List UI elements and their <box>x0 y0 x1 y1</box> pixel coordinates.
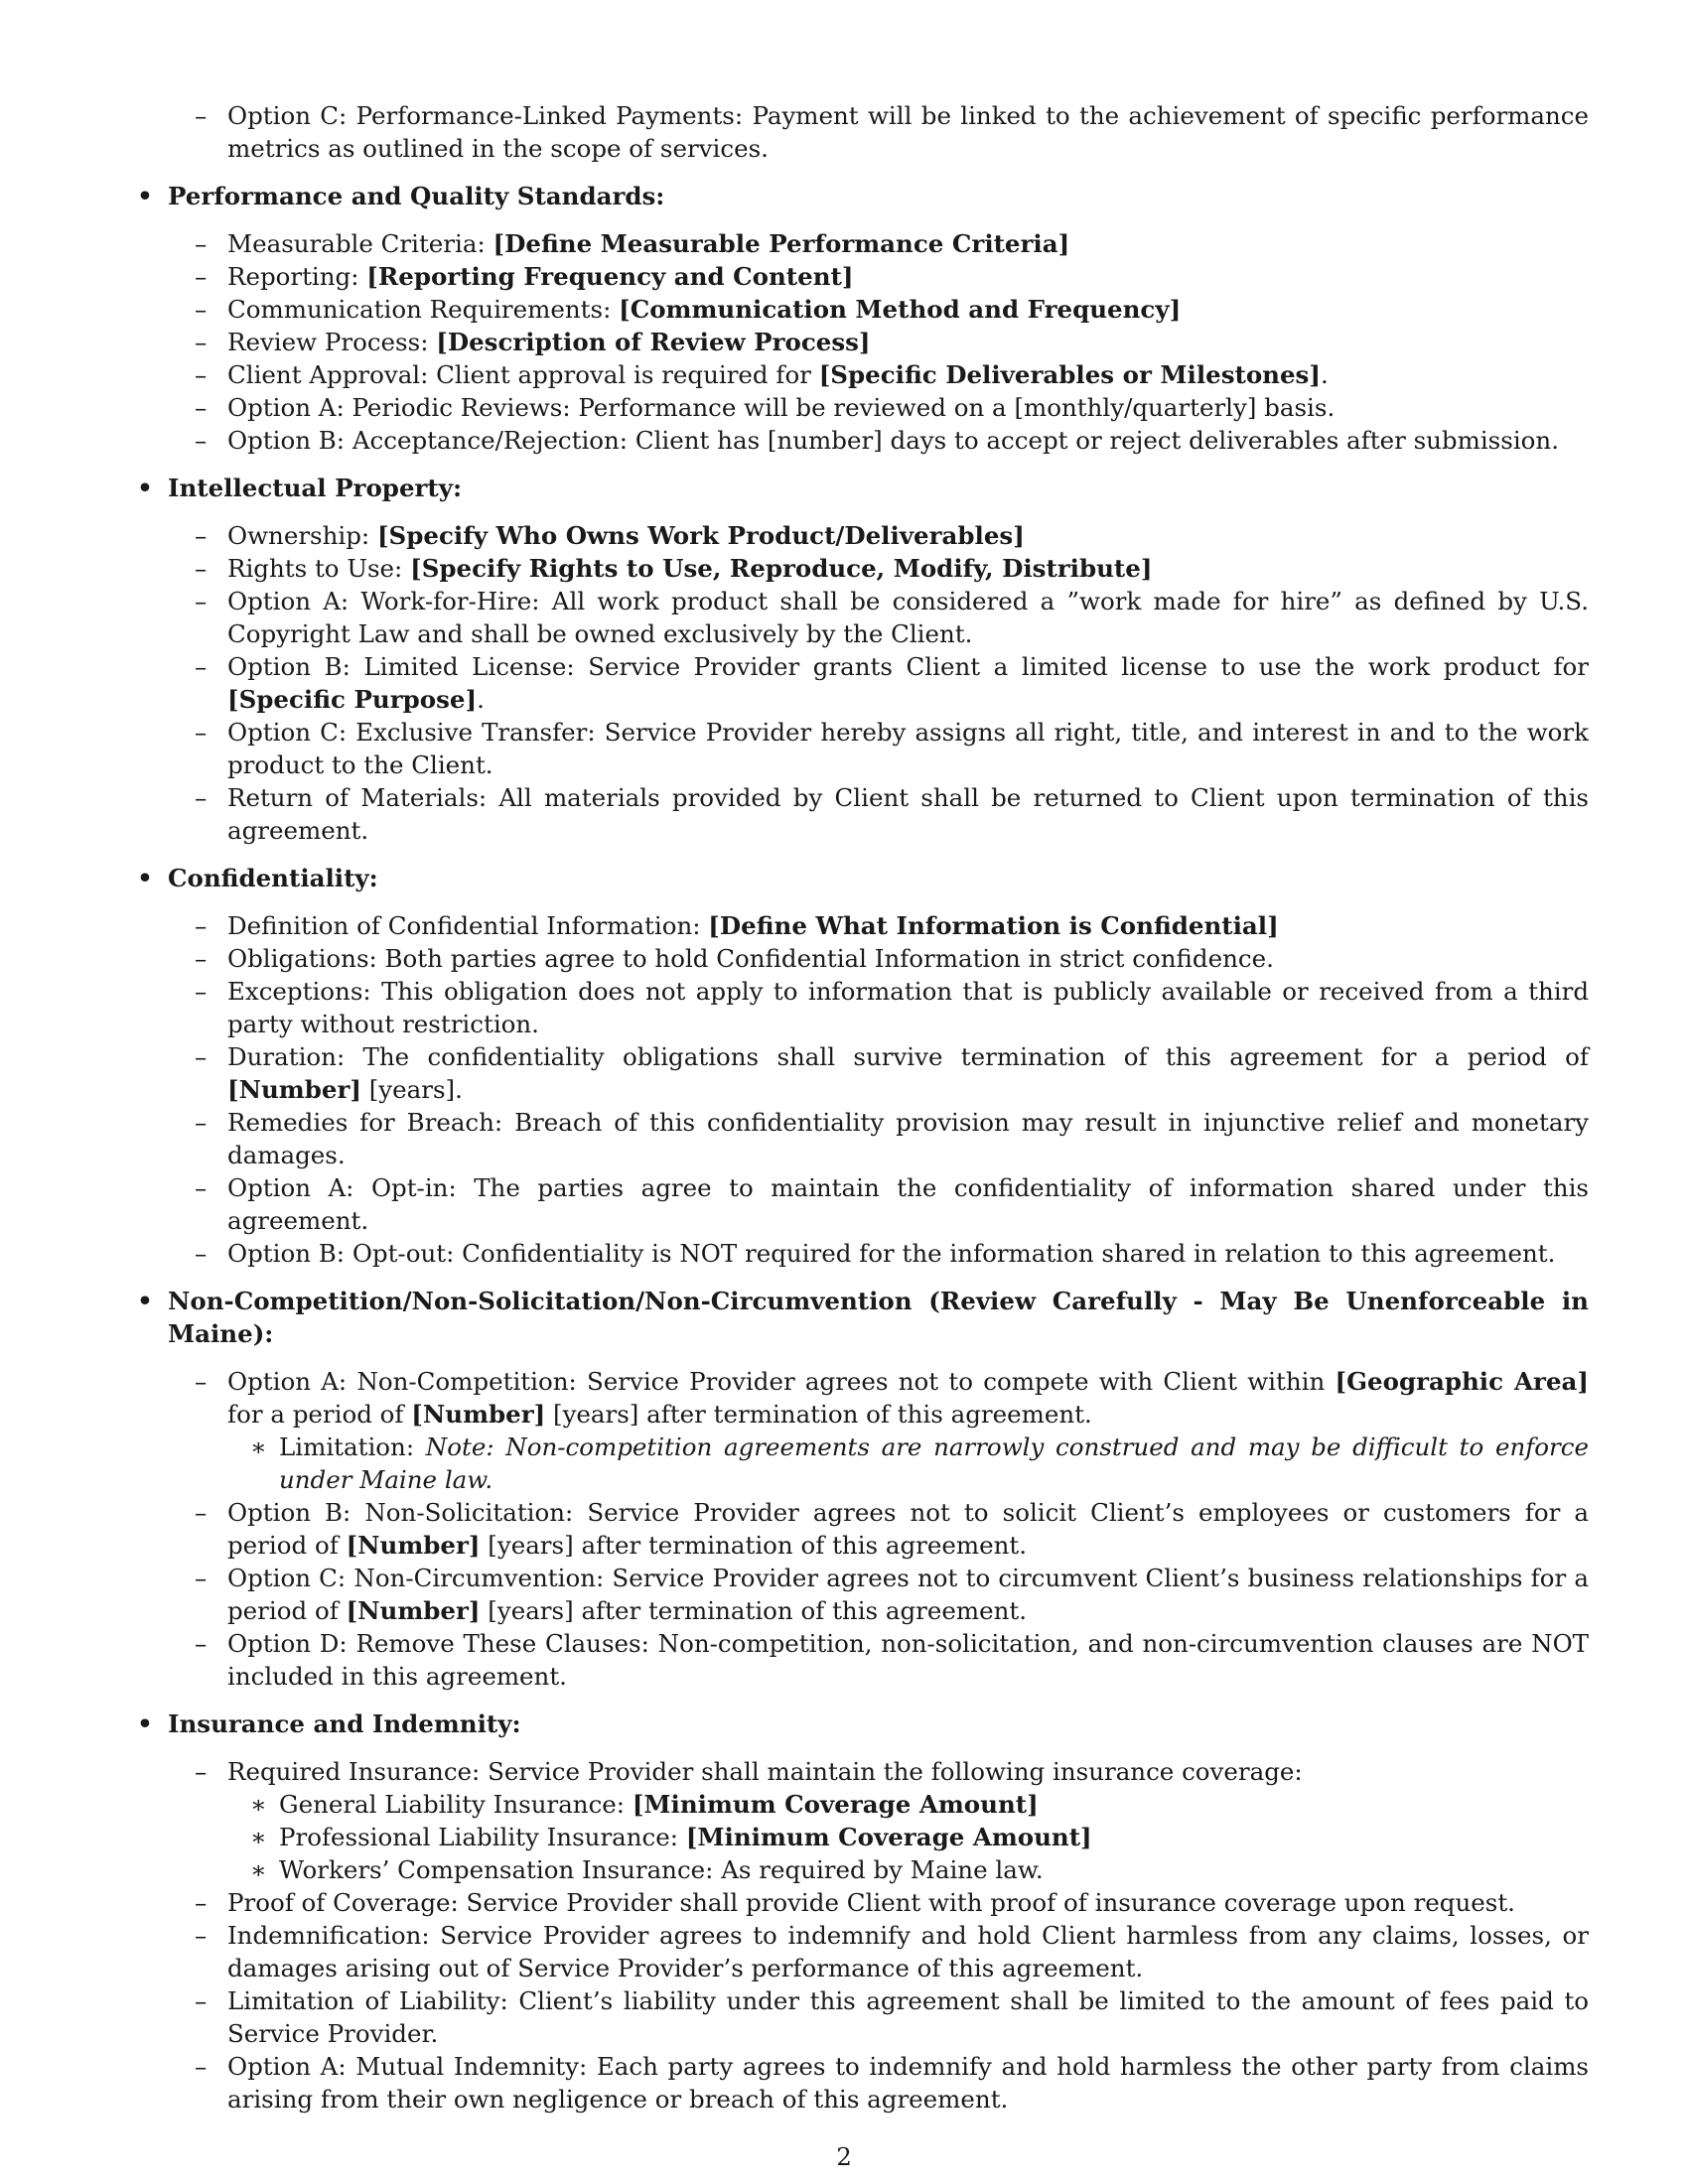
list-item <box>135 260 1589 293</box>
section-heading-text: Insurance and Indemnity: <box>168 1709 521 1738</box>
list-item <box>135 293 1589 326</box>
asterisk-bullet-icon: ∗ <box>250 1433 267 1461</box>
item-text: Proof of Coverage: Service Provider shall provide Client with proof of insurance coverage upon request. <box>227 1888 1515 1917</box>
dash-bullet-icon: – <box>195 2052 208 2081</box>
item-text: Remedies for Breach: Breach of this confidentiality provision may result in injunctive relief and monetary damages. <box>227 1108 1589 1169</box>
bullet-icon: • <box>137 182 153 210</box>
dash-bullet-icon: – <box>195 587 208 615</box>
item-text: Option A: Mutual Indemnity: Each party agrees to indemnify and hold harmless the other party from claims arising from their own negligence or breach of this agreement. <box>227 2052 1589 2114</box>
item-text: Definition of Confidential Information: <box>227 911 709 940</box>
item-text: Option C: Exclusive Transfer: Service Provider hereby assigns all right, title, and interest in and to the work product to the Client. <box>227 718 1589 779</box>
list-item <box>135 1562 1589 1627</box>
item-text: Obligations: Both parties agree to hold Confidential Information in strict confidence. <box>227 944 1274 973</box>
dash-bullet-icon: – <box>195 1986 208 2015</box>
asterisk-bullet-icon: ∗ <box>250 1790 267 1819</box>
item-text: Limitation: <box>279 1433 426 1461</box>
list-item <box>135 781 1589 847</box>
section-heading-text: Performance and Quality Standards: <box>168 182 665 210</box>
list-item <box>135 1755 1589 1886</box>
item-text: Option A: Non-Competition: Service Provider agrees not to compete with Client within <box>227 1367 1336 1396</box>
list-item <box>135 99 1589 165</box>
item-text: Indemnification: Service Provider agrees to indemnify and hold Client harmless from any claims, losses, or damages arising out of Service Provider’s performance of this agreement. <box>227 1921 1589 1982</box>
list-item <box>135 1886 1589 1919</box>
item-text: Return of Materials: All materials provided by Client shall be returned to Client upon termination of this agreement. <box>227 783 1589 845</box>
dash-bullet-icon: – <box>195 783 208 812</box>
list-item <box>135 1496 1589 1562</box>
item-text: Client Approval: Client approval is required for <box>227 360 819 389</box>
dash-bullet-icon: – <box>195 295 208 324</box>
section-heading <box>135 472 1589 504</box>
list-item <box>135 326 1589 358</box>
item-text: Duration: The confidentiality obligations shall survive termination of this agreement for a period of <box>227 1042 1589 1071</box>
section-heading <box>135 180 1589 212</box>
list-item <box>135 942 1589 975</box>
bullet-icon: • <box>137 1287 153 1315</box>
item-text: Option A: Opt-in: The parties agree to maintain the confidentiality of information shared under this agreement. <box>227 1173 1589 1235</box>
placeholder-text: [Number] <box>227 1075 361 1104</box>
item-text: . <box>1320 360 1329 389</box>
dash-bullet-icon: – <box>195 262 208 291</box>
item-text: Option A: Work-for-Hire: All work product shall be considered a ”work made for hire” as defined by U.S. Copyright Law and shall be owned exclusively by the Client. <box>227 587 1589 648</box>
placeholder-text: [Reporting Frequency and Content] <box>366 262 854 291</box>
placeholder-text: [Geographic Area] <box>1335 1367 1589 1396</box>
placeholder-text: [Description of Review Process] <box>436 328 871 356</box>
item-text: Communication Requirements: <box>227 295 620 324</box>
asterisk-bullet-icon: ∗ <box>250 1823 267 1851</box>
bullet-icon: • <box>137 474 153 502</box>
placeholder-text: [Communication Method and Frequency] <box>619 295 1182 324</box>
item-text: Limitation of Liability: Client’s liability under this agreement shall be limited to the amount of fees paid to Service Provider. <box>227 1986 1589 2048</box>
list-item <box>135 227 1589 260</box>
item-text: Option B: Limited License: Service Provider grants Client a limited license to use the work product for <box>227 652 1589 681</box>
dash-bullet-icon: – <box>195 718 208 747</box>
item-text: for a period of <box>227 1400 412 1429</box>
list-item <box>135 1237 1589 1270</box>
dash-bullet-icon: – <box>195 1757 208 1786</box>
list-item <box>135 519 1589 552</box>
list-item <box>135 1365 1589 1496</box>
dash-bullet-icon: – <box>195 1888 208 1917</box>
item-text: Option B: Opt-out: Confidentiality is NOT required for the information shared in relation to this agreement. <box>227 1239 1556 1268</box>
item-text: Option B: Non-Solicitation: Service Provider agrees not to solicit Client’s employees or customers for a period of <box>227 1498 1589 1560</box>
document-body <box>135 99 1589 2130</box>
sub-list-item <box>227 1821 1589 1853</box>
sub-list-item <box>227 1431 1589 1496</box>
item-text: Payment will be linked to the achievement of specific performance metrics as outlined in the scope of services. <box>227 101 1589 163</box>
dash-bullet-icon: – <box>195 1108 208 1137</box>
page-number: 2 <box>836 2142 852 2171</box>
item-text: General Liability Insurance: <box>279 1790 633 1819</box>
placeholder-text: [Minimum Coverage Amount] <box>685 1823 1092 1851</box>
section-non-competition <box>135 1285 1589 1693</box>
list-item <box>135 2050 1589 2116</box>
dash-bullet-icon: – <box>195 1173 208 1202</box>
item-text: Ownership: <box>227 521 377 550</box>
dash-bullet-icon: – <box>195 360 208 389</box>
dash-bullet-icon: – <box>195 652 208 681</box>
item-text: Reporting: <box>227 262 367 291</box>
dash-bullet-icon: – <box>195 1629 208 1658</box>
dash-bullet-icon: – <box>195 101 208 130</box>
dash-bullet-icon: – <box>195 554 208 583</box>
sub-list-item <box>227 1853 1589 1886</box>
section-insurance <box>135 1707 1589 2116</box>
dash-bullet-icon: – <box>195 1564 208 1592</box>
list-item <box>135 1040 1589 1106</box>
section-heading-text: Intellectual Property: <box>168 474 463 502</box>
section-heading <box>135 862 1589 894</box>
list-item <box>135 358 1589 391</box>
placeholder-text: [Specific Purpose] <box>227 685 478 714</box>
note-text: Note: Non-competition agreements are narrowly construed and may be difficult to enforce under Maine law. <box>279 1433 1589 1494</box>
item-text: Exceptions: This obligation does not apply to information that is publicly available or received from a third party without restriction. <box>227 977 1589 1038</box>
item-text: Option A: Periodic Reviews: Performance will be reviewed on a [monthly/quarterly] basis. <box>227 393 1336 422</box>
bullet-icon: • <box>137 1709 153 1738</box>
list-item <box>135 909 1589 942</box>
section-performance <box>135 180 1589 457</box>
list-item <box>135 650 1589 716</box>
list-item <box>135 552 1589 585</box>
item-text: Workers’ Compensation Insurance: As required by Maine law. <box>279 1855 1044 1884</box>
section-heading <box>135 1285 1589 1350</box>
placeholder-text: [Specific Deliverables or Milestones] <box>818 360 1321 389</box>
list-item <box>135 1919 1589 1984</box>
bullet-icon: • <box>137 864 153 892</box>
item-text: Review Process: <box>227 328 437 356</box>
item-text: Option C: Performance-Linked Payments: <box>227 101 744 130</box>
sub-list-item <box>227 1788 1589 1821</box>
item-text: Measurable Criteria: <box>227 229 493 258</box>
dash-bullet-icon: – <box>195 426 208 455</box>
list-item <box>135 975 1589 1040</box>
dash-bullet-icon: – <box>195 229 208 258</box>
list-item <box>135 585 1589 650</box>
list-item <box>135 391 1589 424</box>
item-text: [years] after termination of this agreement. <box>545 1400 1092 1429</box>
dash-bullet-icon: – <box>195 1367 208 1396</box>
section-heading-text: Non-Competition/Non-Solicitation/Non-Circumvention (Review Carefully - May Be Unenforceable in Maine): <box>168 1287 1589 1348</box>
list-item <box>135 1171 1589 1237</box>
list-item <box>135 1106 1589 1171</box>
dash-bullet-icon: – <box>195 328 208 356</box>
dash-bullet-icon: – <box>195 1498 208 1527</box>
dash-bullet-icon: – <box>195 911 208 940</box>
placeholder-text: [Minimum Coverage Amount] <box>632 1790 1039 1819</box>
dash-bullet-icon: – <box>195 1921 208 1950</box>
item-text: Option B: Acceptance/Rejection: Client has [number] days to accept or reject deliverables after submission. <box>227 426 1559 455</box>
list-item <box>135 1627 1589 1693</box>
item-text: Option C: Non-Circumvention: Service Provider agrees not to circumvent Client’s business relationships for a period of <box>227 1564 1589 1625</box>
placeholder-text: [Specify Rights to Use, Reproduce, Modify, Distribute] <box>410 554 1153 583</box>
placeholder-text: [Number] <box>346 1531 481 1560</box>
dash-bullet-icon: – <box>195 521 208 550</box>
placeholder-text: [Number] <box>411 1400 546 1429</box>
placeholder-text: [Define What Information is Confidential] <box>708 911 1279 940</box>
section-heading <box>135 1707 1589 1740</box>
dash-bullet-icon: – <box>195 977 208 1006</box>
dash-bullet-icon: – <box>195 944 208 973</box>
section-intellectual-property <box>135 472 1589 847</box>
list-item <box>135 716 1589 781</box>
placeholder-text: [Specify Who Owns Work Product/Deliverables] <box>376 521 1025 550</box>
section-confidentiality <box>135 862 1589 1270</box>
list-item <box>135 424 1589 457</box>
dash-bullet-icon: – <box>195 1042 208 1071</box>
asterisk-bullet-icon: ∗ <box>250 1855 267 1884</box>
item-text: Option D: Remove These Clauses: Non-competition, non-solicitation, and non-circumvention clauses are NOT included in this agreement. <box>227 1629 1589 1691</box>
item-text: Rights to Use: <box>227 554 411 583</box>
placeholder-text: [Number] <box>346 1596 481 1625</box>
dash-bullet-icon: – <box>195 393 208 422</box>
item-text: . <box>477 685 485 714</box>
dash-bullet-icon: – <box>195 1239 208 1268</box>
list-item <box>135 1984 1589 2050</box>
item-text: [years] after termination of this agreement. <box>480 1596 1028 1625</box>
placeholder-text: [Define Measurable Performance Criteria] <box>492 229 1070 258</box>
item-text: Required Insurance: Service Provider shall maintain the following insurance coverage: <box>227 1757 1303 1786</box>
section-heading-text: Confidentiality: <box>168 864 378 892</box>
item-text: Professional Liability Insurance: <box>279 1823 686 1851</box>
item-text: [years] after termination of this agreement. <box>480 1531 1028 1560</box>
item-text: [years]. <box>360 1075 463 1104</box>
